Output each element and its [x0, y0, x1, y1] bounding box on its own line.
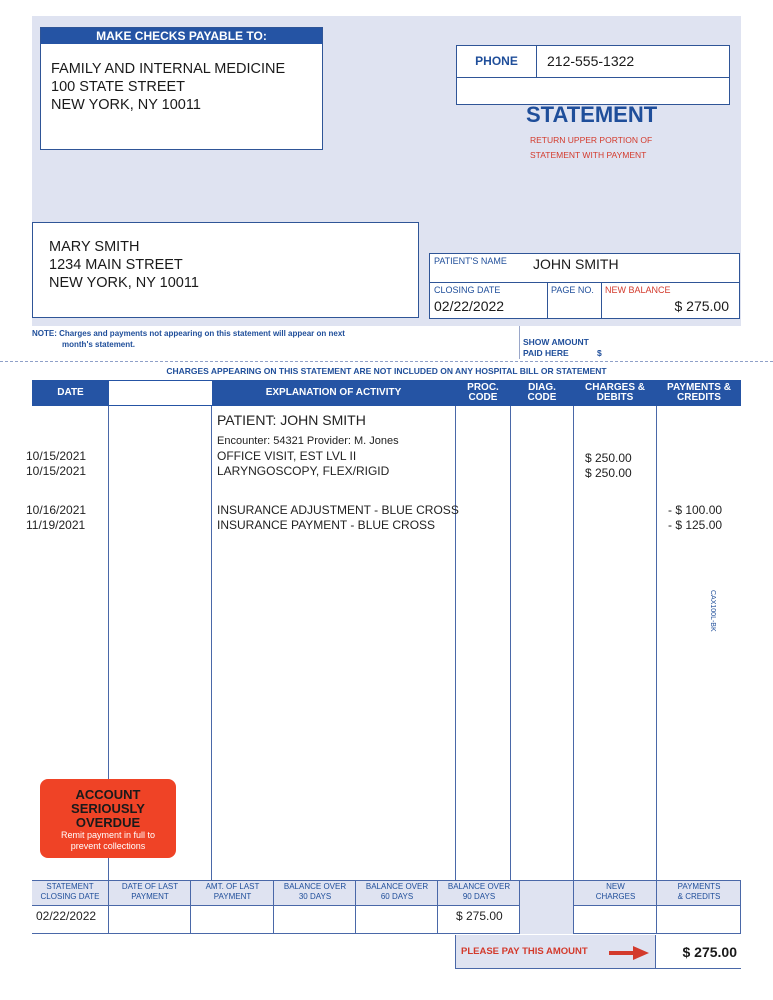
show-amount-label-1: SHOW AMOUNT — [523, 337, 589, 347]
sum-h-new — [574, 882, 657, 902]
patient-box-divider — [430, 282, 739, 283]
header-diag-code — [511, 380, 573, 406]
payable-to-header: MAKE CHECKS PAYABLE TO: — [41, 28, 322, 44]
sum-h-b60-1: BALANCE OVER — [365, 882, 429, 891]
header-blank-cell — [109, 381, 212, 405]
sum-col-5 — [437, 881, 438, 934]
addressee-name: MARY SMITH — [49, 239, 140, 255]
show-amount-label-2: PAID HERE — [523, 348, 569, 358]
patient-name-label: PATIENT'S NAME — [434, 256, 507, 266]
header-proc-2: CODE — [468, 392, 498, 403]
phone-box — [456, 45, 730, 105]
sum-h-last-2: PAYMENT — [131, 892, 169, 901]
new-balance-label: NEW BALANCE — [605, 285, 671, 295]
patient-info-box — [429, 253, 740, 319]
overdue-line-5: prevent collections — [70, 841, 146, 851]
charges-notice: CHARGES APPEARING ON THIS STATEMENT ARE NOT INCLUDED ON ANY HOSPITAL BILL OR STATEMENT — [166, 366, 607, 376]
row-4-credit: - $ 125.00 — [668, 518, 723, 532]
row-2-charge: $ 250.00 — [585, 466, 632, 480]
patient-box-vdiv2 — [601, 282, 602, 319]
row-4-desc: INSURANCE PAYMENT - BLUE CROSS — [217, 518, 436, 532]
phone-label: PHONE — [457, 46, 537, 77]
sum-h-new-2: CHARGES — [595, 892, 636, 901]
new-balance-value: $ 275.00 — [674, 298, 729, 314]
sum-h-amt-last — [191, 882, 274, 902]
col-line-2 — [211, 406, 212, 881]
summary-closing-date: 02/22/2022 — [36, 909, 97, 923]
sum-h-b60 — [356, 882, 438, 902]
col-line-5 — [573, 406, 574, 881]
patient-box-vdiv1 — [547, 282, 548, 319]
pay-amount-label: PLEASE PAY THIS AMOUNT — [461, 946, 588, 957]
sum-h-pay-2: & CREDITS — [677, 892, 721, 901]
header-diag-1: DIAG. — [528, 382, 556, 393]
note-line-2: month's statement. — [62, 340, 136, 349]
sum-h-last-1: DATE OF LAST — [121, 882, 179, 891]
row-1-charge: $ 250.00 — [585, 451, 632, 465]
row-2-desc: LARYNGOSCOPY, FLEX/RIGID — [217, 464, 390, 478]
sum-col-2 — [190, 881, 191, 934]
addressee-city: NEW YORK, NY 10011 — [49, 275, 199, 291]
patient-heading: PATIENT: JOHN SMITH — [217, 412, 366, 428]
header-payments-2: CREDITS — [677, 392, 721, 403]
sum-h-b30-1: BALANCE OVER — [283, 882, 347, 891]
header-explanation: EXPLANATION OF ACTIVITY — [265, 387, 402, 398]
row-2-date: 10/15/2021 — [26, 464, 87, 478]
sum-h-b60-2: 60 DAYS — [380, 892, 414, 901]
summary-balance-90: $ 275.00 — [456, 909, 503, 923]
header-charges-2: DEBITS — [596, 392, 634, 403]
encounter-line: Encounter: 54321 Provider: M. Jones — [217, 435, 399, 447]
sum-h-b90 — [438, 882, 520, 902]
addressee-box — [32, 222, 419, 318]
pay-amount-value: $ 275.00 — [682, 944, 737, 960]
statement-subtitle-1: RETURN UPPER PORTION OF — [530, 135, 653, 145]
overdue-line-4: Remit payment in full to — [60, 830, 156, 840]
sum-col-4 — [355, 881, 356, 934]
summary-top-line — [32, 880, 741, 881]
sum-h-pay — [657, 882, 741, 902]
sum-h-b90-1: BALANCE OVER — [447, 882, 511, 891]
sum-h-closing-2: CLOSING DATE — [40, 892, 100, 901]
sum-h-amt-1: AMT. OF LAST — [205, 882, 260, 891]
summary-values-row — [32, 905, 741, 934]
note-line-1: Charges and payments not appearing on this statement will appear on next — [59, 329, 345, 338]
sum-h-last-date — [109, 882, 191, 902]
closing-date-label: CLOSING DATE — [434, 285, 501, 295]
header-payments — [657, 380, 741, 406]
sum-h-closing-1: STATEMENT — [46, 882, 94, 891]
sum-col-9 — [740, 881, 741, 934]
addressee-street: 1234 MAIN STREET — [49, 257, 183, 273]
payee-name: FAMILY AND INTERNAL MEDICINE — [51, 61, 286, 77]
note-prefix: NOTE: — [32, 329, 57, 338]
row-3-credit: - $ 100.00 — [668, 503, 723, 517]
phone-value: 212-555-1322 — [547, 53, 635, 69]
row-1-desc: OFFICE VISIT, EST LVL II — [217, 449, 357, 463]
perforation-line — [0, 361, 773, 362]
header-payments-1: PAYMENTS & — [667, 382, 731, 393]
header-proc-code — [455, 380, 511, 406]
overdue-line-2: SERIOUSLY — [71, 801, 145, 816]
sum-h-b90-2: 90 DAYS — [462, 892, 496, 901]
sum-col-3 — [273, 881, 274, 934]
show-amount-currency: $ — [597, 348, 602, 358]
row-4-date: 11/19/2021 — [26, 518, 86, 532]
summary-empty-cell — [520, 881, 573, 934]
header-charges-1: CHARGES & — [584, 382, 645, 393]
payee-city: NEW YORK, NY 10011 — [51, 97, 201, 113]
closing-date-value: 02/22/2022 — [434, 298, 505, 314]
sum-h-pay-1: PAYMENTS — [677, 882, 721, 891]
overdue-line-1: ACCOUNT — [75, 787, 141, 802]
note-text — [32, 328, 345, 350]
col-line-3 — [455, 406, 456, 881]
sum-col-8 — [656, 881, 657, 934]
statement-subtitle-2: STATEMENT WITH PAYMENT — [530, 150, 647, 160]
pay-amount-bar — [455, 935, 741, 969]
col-line-4 — [510, 406, 511, 881]
page-no-label: PAGE NO. — [551, 285, 594, 295]
overdue-line-3: OVERDUE — [75, 815, 141, 830]
header-date: DATE — [57, 387, 84, 398]
arrow-right-icon — [609, 946, 649, 965]
header-charges — [573, 380, 657, 406]
row-3-date: 10/16/2021 — [26, 503, 87, 517]
row-3-desc: INSURANCE ADJUSTMENT - BLUE CROSS — [217, 503, 459, 517]
sum-col-1 — [108, 881, 109, 934]
sum-col-6 — [519, 881, 520, 934]
overdue-sticker — [40, 779, 176, 858]
statement-title: STATEMENT — [526, 102, 658, 127]
header-proc-1: PROC. — [467, 382, 499, 393]
sum-h-closing — [32, 882, 108, 902]
sum-h-b30-2: 30 DAYS — [298, 892, 332, 901]
form-code: CAX100L-BK — [709, 590, 716, 632]
header-diag-2: CODE — [527, 392, 557, 403]
payable-to-box — [40, 27, 323, 150]
sum-h-new-1: NEW — [606, 882, 625, 891]
col-line-6 — [656, 406, 657, 881]
sum-h-amt-2: PAYMENT — [213, 892, 252, 901]
sum-col-7 — [573, 881, 574, 934]
sum-h-b30 — [274, 882, 356, 902]
phone-divider — [457, 77, 729, 78]
patient-name-value: JOHN SMITH — [533, 256, 619, 272]
row-1-date: 10/15/2021 — [26, 449, 87, 463]
payee-street: 100 STATE STREET — [51, 79, 186, 95]
